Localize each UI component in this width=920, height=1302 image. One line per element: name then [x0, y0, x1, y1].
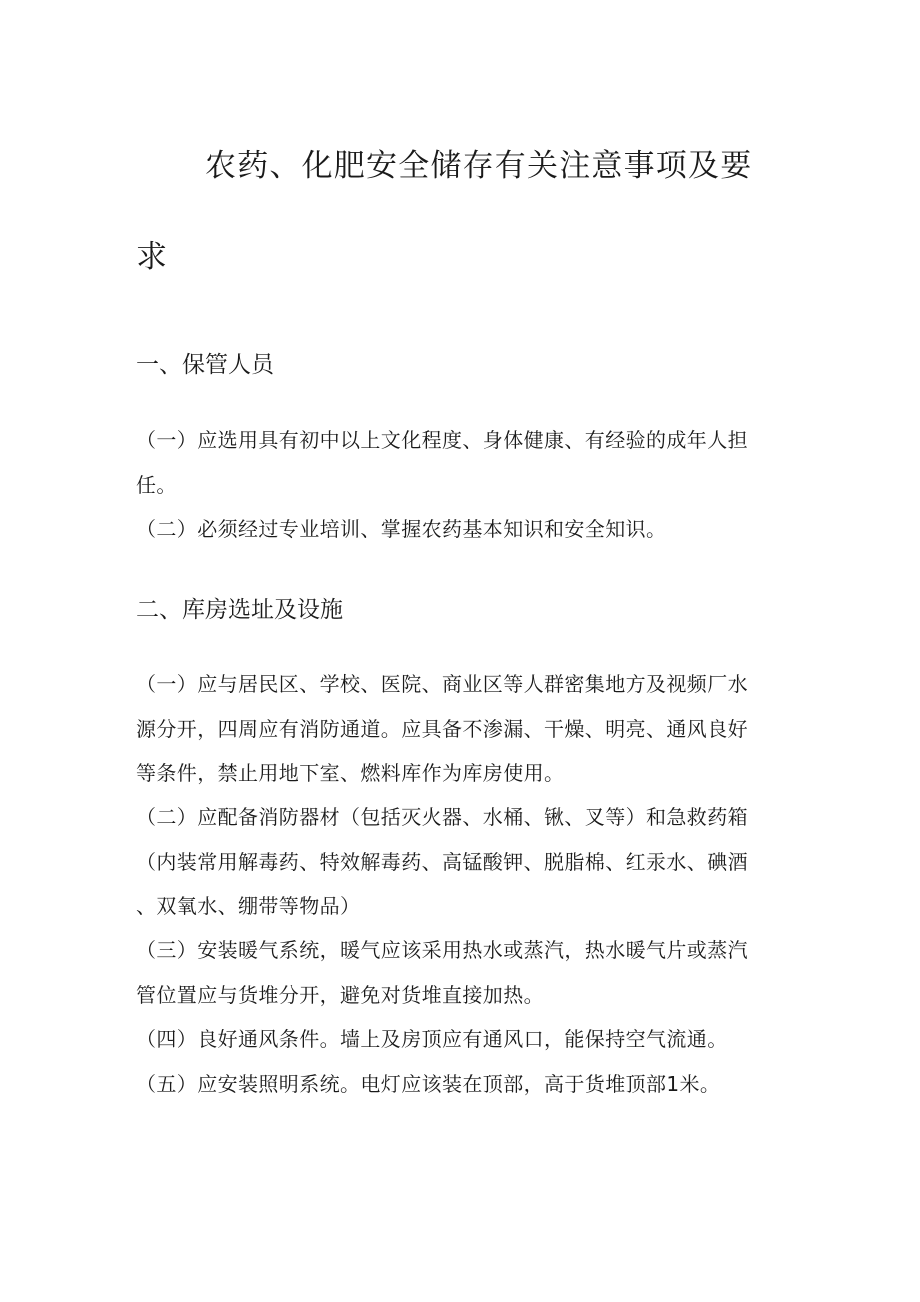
section-1-item-2 — [136, 507, 796, 552]
paragraph-line: （一）应与居民区、学校、医院、商业区等人群密集地方及视频厂水 — [136, 672, 748, 696]
paragraph-line: （一）应选用具有初中以上文化程度、身体健康、有经验的成年人担 — [136, 428, 748, 452]
paragraph-line: 管位置应与货堆分开，避免对货堆直接加热。 — [136, 982, 544, 1007]
paragraph-line: （三）安装暖气系统，暖气应该采用热水或蒸汽，热水暖气片或蒸汽 — [136, 938, 748, 962]
section-2-heading: 二、库房选址及设施 — [136, 597, 343, 623]
document-title-line-1: 农药、化肥安全储存有关注意事项及要 — [205, 148, 753, 184]
paragraph-line: 任。 — [136, 472, 177, 497]
paragraph-line: （二）必须经过专业培训、掌握农药基本知识和安全知识。 — [136, 517, 667, 541]
section-2-item-2 — [136, 795, 796, 929]
section-2-item-1 — [136, 662, 796, 796]
paragraph-line: 、双氧水、绷带等物品） — [136, 894, 361, 918]
section-2-item-4 — [136, 1017, 796, 1062]
paragraph-line: （四）良好通风条件。墙上及房顶应有通风口，能保持空气流通。 — [136, 1027, 728, 1051]
paragraph-line: （内装常用解毒药、特效解毒药、高锰酸钾、脱脂棉、红汞水、碘酒 — [136, 849, 748, 874]
paragraph-line: （五）应安装照明系统。电灯应该装在顶部，高于货堆顶部1米。 — [136, 1072, 721, 1096]
section-1-heading: 一、保管人员 — [136, 352, 274, 378]
section-2-item-3 — [136, 928, 796, 1017]
paragraph-line: 源分开，四周应有消防通道。应具备不渗漏、干燥、明亮、通风良好 — [136, 716, 748, 741]
document-title-line-2: 求 — [136, 239, 167, 275]
section-1-item-1 — [136, 418, 796, 507]
section-2-item-5 — [136, 1062, 796, 1107]
paragraph-line: 等条件，禁止用地下室、燃料库作为库房使用。 — [136, 761, 565, 785]
paragraph-line: （二）应配备消防器材（包括灭火器、水桶、锹、叉等）和急救药箱 — [136, 805, 748, 829]
